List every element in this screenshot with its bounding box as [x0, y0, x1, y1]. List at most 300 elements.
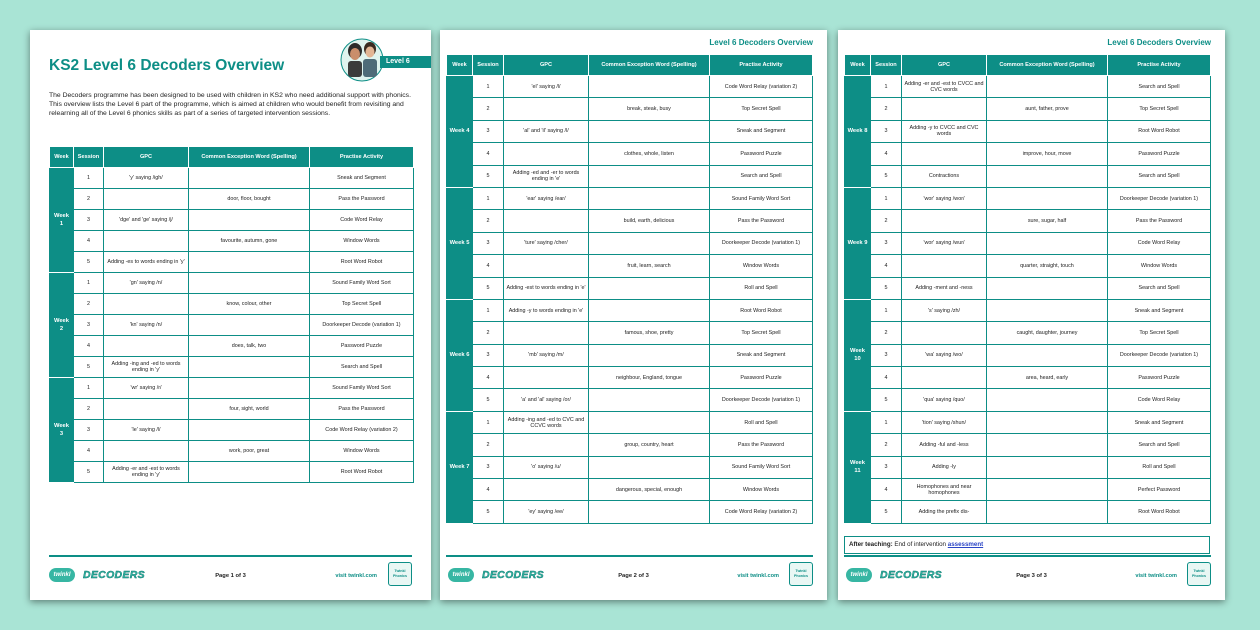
exception-word-cell [589, 165, 710, 187]
table-row [845, 299, 1211, 321]
session-cell: 3 [473, 344, 504, 366]
exception-word-cell: improve, hour, move [987, 143, 1108, 165]
session-cell: 4 [871, 479, 902, 501]
exception-word-cell [987, 456, 1108, 478]
activity-cell: Code Word Relay [310, 210, 414, 231]
gpc-cell [104, 441, 189, 462]
table-row [50, 315, 414, 336]
gpc-cell: 'le' saying /l/ [104, 420, 189, 441]
table-row [447, 299, 813, 321]
activity-cell: Window Words [710, 255, 813, 277]
exception-word-cell [589, 501, 710, 523]
column-header: GPC [104, 147, 189, 168]
activity-cell: Top Secret Spell [1108, 98, 1211, 120]
gpc-cell: Adding -est to words ending in 'e' [504, 277, 589, 299]
activity-cell: Search and Spell [310, 357, 414, 378]
exception-word-cell: sure, sugar, half [987, 210, 1108, 232]
document-page-2 [440, 30, 827, 600]
activity-cell: Password Puzzle [1108, 367, 1211, 389]
activity-cell: Sneak and Segment [1108, 411, 1211, 433]
activity-cell: Sneak and Segment [1108, 299, 1211, 321]
activity-cell: Search and Spell [1108, 76, 1211, 98]
assessment-link[interactable]: assessment [947, 541, 984, 548]
column-header: Common Exception Word (Spelling) [987, 55, 1108, 76]
session-cell: 2 [74, 189, 104, 210]
activity-cell: Password Puzzle [710, 143, 813, 165]
gpc-cell: 'wa' saying /wo/ [902, 344, 987, 366]
gpc-cell [104, 399, 189, 420]
intro-paragraph: The Decoders programme has been designed to be used with children in KS2 who need additional support with phonics. This overview lists the Level 6 part of the programme, which is aimed at children who would benefit from revisiting and relearning all of the Level 6 phonics skills as part of a series of targeted intervention sessions. [49, 92, 411, 117]
session-cell: 3 [473, 456, 504, 478]
exception-word-cell [987, 299, 1108, 321]
gpc-cell: 'al' and 'il' saying /l/ [504, 120, 589, 142]
activity-cell: Sound Family Word Sort [310, 273, 414, 294]
exception-word-cell [589, 187, 710, 209]
table-row [447, 434, 813, 456]
overview-table-page-1 [49, 146, 414, 483]
exception-word-cell [987, 120, 1108, 142]
column-header: Session [473, 55, 504, 76]
gpc-cell [104, 189, 189, 210]
session-cell: 3 [74, 315, 104, 336]
week-label: Week 9 [845, 187, 871, 299]
session-cell: 4 [473, 255, 504, 277]
activity-cell: Root Word Robot [710, 299, 813, 321]
column-header: Session [74, 147, 104, 168]
column-header: Common Exception Word (Spelling) [189, 147, 310, 168]
activity-cell: Perfect Password [1108, 479, 1211, 501]
gpc-cell: 'qua' saying /quo/ [902, 389, 987, 411]
week-label: Week 11 [845, 411, 871, 523]
exception-word-cell: work, poor, great [189, 441, 310, 462]
exception-word-cell [189, 273, 310, 294]
activity-cell: Doorkeeper Decode (variation 1) [1108, 344, 1211, 366]
activity-cell: Pass the Password [310, 399, 414, 420]
table-header-row [447, 55, 813, 76]
activity-cell: Top Secret Spell [710, 322, 813, 344]
page-footer [440, 555, 827, 600]
exception-word-cell [189, 378, 310, 399]
after-teaching-text: End of intervention [894, 541, 947, 548]
table-row [447, 210, 813, 232]
activity-cell: Root Word Robot [1108, 120, 1211, 142]
session-cell: 5 [871, 501, 902, 523]
gpc-cell: Adding -er and -est to words ending in 'y' [104, 462, 189, 483]
week-label: Week 1 [50, 168, 74, 273]
session-cell: 4 [473, 143, 504, 165]
column-header: GPC [504, 55, 589, 76]
document-page-3 [838, 30, 1225, 600]
activity-cell: Doorkeeper Decode (variation 1) [1108, 187, 1211, 209]
table-row [447, 76, 813, 98]
exception-word-cell: dangerous, special, enough [589, 479, 710, 501]
activity-cell: Sneak and Segment [710, 344, 813, 366]
activity-cell: Top Secret Spell [710, 98, 813, 120]
session-cell: 5 [74, 357, 104, 378]
week-label: Week 8 [845, 76, 871, 188]
table-row [50, 441, 414, 462]
session-cell: 2 [74, 294, 104, 315]
activity-cell: Top Secret Spell [310, 294, 414, 315]
gpc-cell: Adding -ly [902, 456, 987, 478]
page-number: Page 3 of 3 [1016, 573, 1047, 579]
table-row [447, 322, 813, 344]
exception-word-cell [987, 479, 1108, 501]
week-label: Week 7 [447, 411, 473, 523]
exception-word-cell [189, 357, 310, 378]
column-header: Practise Activity [710, 55, 813, 76]
table-row [447, 232, 813, 254]
activity-cell: Window Words [710, 479, 813, 501]
table-row [447, 501, 813, 523]
exception-word-cell [987, 165, 1108, 187]
exception-word-cell [589, 277, 710, 299]
exception-word-cell: neighbour, England, tongue [589, 367, 710, 389]
gpc-cell: 'ey' saying /ee/ [504, 501, 589, 523]
column-header: Practise Activity [1108, 55, 1211, 76]
activity-cell: Sneak and Segment [310, 168, 414, 189]
gpc-cell [504, 367, 589, 389]
after-teaching-note [844, 536, 1210, 554]
exception-word-cell [189, 420, 310, 441]
table-row [50, 189, 414, 210]
activity-cell: Top Secret Spell [1108, 322, 1211, 344]
activity-cell: Doorkeeper Decode (variation 1) [710, 389, 813, 411]
table-row [845, 143, 1211, 165]
column-header: Practise Activity [310, 147, 414, 168]
gpc-cell: Adding -ing and -ed to words ending in 'y' [104, 357, 189, 378]
session-cell: 3 [871, 344, 902, 366]
exception-word-cell: caught, daughter, journey [987, 322, 1108, 344]
session-cell: 1 [473, 187, 504, 209]
exception-word-cell [589, 344, 710, 366]
activity-cell: Code Word Relay (variation 2) [310, 420, 414, 441]
table-row [50, 210, 414, 231]
session-cell: 2 [473, 322, 504, 344]
table-header-row [50, 147, 414, 168]
session-cell: 2 [74, 399, 104, 420]
activity-cell: Doorkeeper Decode (variation 1) [710, 232, 813, 254]
gpc-cell: 's' saying /zh/ [902, 299, 987, 321]
activity-cell: Window Words [310, 231, 414, 252]
exception-word-cell [987, 501, 1108, 523]
table-row [447, 479, 813, 501]
table-row [50, 399, 414, 420]
table-row [845, 210, 1211, 232]
session-cell: 5 [473, 389, 504, 411]
session-cell: 5 [473, 277, 504, 299]
table-row [50, 420, 414, 441]
gpc-cell: Adding -ing and -ed to CVC and CCVC words [504, 411, 589, 433]
session-cell: 4 [871, 255, 902, 277]
exception-word-cell: build, earth, delicious [589, 210, 710, 232]
gpc-cell: Adding -y to words ending in 'e' [504, 299, 589, 321]
exception-word-cell [189, 210, 310, 231]
gpc-cell [504, 98, 589, 120]
exception-word-cell: break, steak, busy [589, 98, 710, 120]
activity-cell: Roll and Spell [710, 277, 813, 299]
exception-word-cell: favourite, autumn, gone [189, 231, 310, 252]
week-label: Week 5 [447, 187, 473, 299]
session-cell: 5 [74, 462, 104, 483]
table-row [845, 255, 1211, 277]
gpc-cell: Contractions [902, 165, 987, 187]
activity-cell: Doorkeeper Decode (variation 1) [310, 315, 414, 336]
table-row [845, 501, 1211, 523]
table-row [447, 367, 813, 389]
exception-word-cell [987, 277, 1108, 299]
session-cell: 4 [473, 367, 504, 389]
session-cell: 3 [74, 210, 104, 231]
table-row [50, 462, 414, 483]
session-cell: 4 [871, 143, 902, 165]
column-header: Common Exception Word (Spelling) [589, 55, 710, 76]
activity-cell: Roll and Spell [1108, 456, 1211, 478]
gpc-cell: Adding -es to words ending in 'y' [104, 252, 189, 273]
session-cell: 4 [473, 479, 504, 501]
gpc-cell: 'kn' saying /n/ [104, 315, 189, 336]
twinkl-logo: twinkl [448, 568, 474, 582]
table-row [447, 98, 813, 120]
visit-link[interactable]: visit twinkl.com [335, 573, 377, 579]
table-row [447, 456, 813, 478]
activity-cell: Pass the Password [1108, 210, 1211, 232]
gpc-cell: Adding the prefix dis- [902, 501, 987, 523]
activity-cell: Root Word Robot [310, 252, 414, 273]
activity-cell: Pass the Password [310, 189, 414, 210]
session-cell: 2 [871, 434, 902, 456]
session-cell: 4 [871, 367, 902, 389]
activity-cell: Roll and Spell [710, 411, 813, 433]
table-row [845, 411, 1211, 433]
table-row [50, 378, 414, 399]
session-cell: 2 [473, 210, 504, 232]
table-row [50, 273, 414, 294]
table-row [447, 411, 813, 433]
column-header: Week [447, 55, 473, 76]
page-number: Page 1 of 3 [215, 573, 246, 579]
table-row [845, 187, 1211, 209]
gpc-cell: Adding -ful and -less [902, 434, 987, 456]
exception-word-cell: aunt, father, prove [987, 98, 1108, 120]
gpc-cell [902, 322, 987, 344]
decoders-characters-image [340, 34, 385, 82]
table-row [447, 120, 813, 142]
session-cell: 3 [871, 456, 902, 478]
activity-cell: Pass the Password [710, 210, 813, 232]
gpc-cell [902, 143, 987, 165]
gpc-cell: 'el' saying /l/ [504, 76, 589, 98]
table-row [845, 232, 1211, 254]
after-teaching-label: After teaching: [849, 541, 893, 548]
exception-word-cell [589, 120, 710, 142]
table-row [50, 168, 414, 189]
exception-word-cell [987, 434, 1108, 456]
session-cell: 2 [473, 98, 504, 120]
exception-word-cell: fruit, learn, search [589, 255, 710, 277]
column-header: Session [871, 55, 902, 76]
exception-word-cell [987, 76, 1108, 98]
gpc-cell [504, 322, 589, 344]
gpc-cell: 'wor' saying /wor/ [902, 187, 987, 209]
exception-word-cell: clothes, whole, listen [589, 143, 710, 165]
exception-word-cell [589, 411, 710, 433]
week-label: Week 6 [447, 299, 473, 411]
gpc-cell: 'mb' saying /m/ [504, 344, 589, 366]
phonics-badge-icon: Twinkl Phonics [388, 562, 412, 586]
table-row [845, 456, 1211, 478]
gpc-cell [504, 434, 589, 456]
session-cell: 5 [871, 165, 902, 187]
session-cell: 1 [473, 299, 504, 321]
twinkl-logo: twinkl [49, 568, 75, 582]
session-cell: 1 [871, 299, 902, 321]
gpc-cell [504, 479, 589, 501]
activity-cell: Root Word Robot [1108, 501, 1211, 523]
gpc-cell [902, 367, 987, 389]
table-row [845, 434, 1211, 456]
activity-cell: Code Word Relay [1108, 389, 1211, 411]
activity-cell: Code Word Relay (variation 2) [710, 501, 813, 523]
activity-cell: Search and Spell [710, 165, 813, 187]
exception-word-cell: area, heard, early [987, 367, 1108, 389]
gpc-cell: Homophones and near homophones [902, 479, 987, 501]
session-cell: 1 [74, 378, 104, 399]
exception-word-cell [987, 187, 1108, 209]
session-cell: 4 [74, 441, 104, 462]
session-cell: 2 [473, 434, 504, 456]
gpc-cell: 'a' and 'al' saying /or/ [504, 389, 589, 411]
gpc-cell [104, 294, 189, 315]
activity-cell: Search and Spell [1108, 165, 1211, 187]
decoders-logo: DECODERS [83, 569, 145, 581]
activity-cell: Sneak and Segment [710, 120, 813, 142]
gpc-cell [504, 210, 589, 232]
page-footer [838, 555, 1225, 600]
table-row [447, 143, 813, 165]
exception-word-cell: does, talk, two [189, 336, 310, 357]
session-cell: 1 [74, 168, 104, 189]
activity-cell: Pass the Password [710, 434, 813, 456]
gpc-cell: 'o' saying /u/ [504, 456, 589, 478]
exception-word-cell [987, 389, 1108, 411]
table-header-row [845, 55, 1211, 76]
table-row [50, 357, 414, 378]
exception-word-cell [987, 232, 1108, 254]
activity-cell: Search and Spell [1108, 277, 1211, 299]
twinkl-logo: twinkl [846, 568, 872, 582]
session-cell: 3 [74, 420, 104, 441]
activity-cell: Password Puzzle [310, 336, 414, 357]
table-row [50, 294, 414, 315]
gpc-cell: Adding -y to CVCC and CVC words [902, 120, 987, 142]
table-row [447, 277, 813, 299]
table-row [447, 389, 813, 411]
table-row [447, 344, 813, 366]
activity-cell: Sound Family Word Sort [710, 456, 813, 478]
activity-cell: Root Word Robot [310, 462, 414, 483]
exception-word-cell: door, floor, bought [189, 189, 310, 210]
gpc-cell [504, 143, 589, 165]
document-page-1 [30, 30, 431, 600]
session-cell: 5 [74, 252, 104, 273]
decoders-logo: DECODERS [880, 569, 942, 581]
gpc-cell [902, 255, 987, 277]
session-cell: 3 [473, 120, 504, 142]
exception-word-cell [589, 76, 710, 98]
session-cell: 1 [871, 411, 902, 433]
exception-word-cell [589, 389, 710, 411]
activity-cell: Code Word Relay [1108, 232, 1211, 254]
table-row [845, 98, 1211, 120]
page-number: Page 2 of 3 [618, 573, 649, 579]
exception-word-cell [987, 344, 1108, 366]
exception-word-cell: quarter, straight, touch [987, 255, 1108, 277]
gpc-cell [104, 336, 189, 357]
session-cell: 1 [871, 187, 902, 209]
exception-word-cell [189, 168, 310, 189]
exception-word-cell [189, 462, 310, 483]
session-cell: 2 [871, 322, 902, 344]
exception-word-cell [189, 315, 310, 336]
table-row [845, 367, 1211, 389]
session-cell: 2 [871, 210, 902, 232]
gpc-cell: 'ture' saying /cher/ [504, 232, 589, 254]
week-label: Week 4 [447, 76, 473, 188]
week-label: Week 3 [50, 378, 74, 483]
session-cell: 1 [473, 411, 504, 433]
week-label: Week 2 [50, 273, 74, 378]
table-row [845, 120, 1211, 142]
activity-cell: Window Words [310, 441, 414, 462]
gpc-cell: 'y' saying /igh/ [104, 168, 189, 189]
table-row [447, 165, 813, 187]
exception-word-cell: four, sight, world [189, 399, 310, 420]
session-cell: 4 [74, 336, 104, 357]
activity-cell: Sound Family Word Sort [310, 378, 414, 399]
week-label: Week 10 [845, 299, 871, 411]
session-cell: 5 [871, 277, 902, 299]
gpc-cell: 'tion' saying /shun/ [902, 411, 987, 433]
session-cell: 1 [871, 76, 902, 98]
column-header: GPC [902, 55, 987, 76]
exception-word-cell: famous, shoe, pretty [589, 322, 710, 344]
table-row [845, 479, 1211, 501]
exception-word-cell [987, 411, 1108, 433]
activity-cell: Search and Spell [1108, 434, 1211, 456]
session-cell: 2 [871, 98, 902, 120]
level-tab: Level 6 [380, 56, 431, 68]
visit-link[interactable]: visit twinkl.com [737, 573, 779, 579]
phonics-badge-icon: Twinkl Phonics [1187, 562, 1211, 586]
gpc-cell: 'dge' and 'ge' saying /j/ [104, 210, 189, 231]
header-title: Level 6 Decoders Overview [709, 38, 813, 47]
session-cell: 5 [871, 389, 902, 411]
activity-cell: Password Puzzle [710, 367, 813, 389]
column-header: Week [845, 55, 871, 76]
session-cell: 1 [473, 76, 504, 98]
visit-link[interactable]: visit twinkl.com [1135, 573, 1177, 579]
table-row [845, 344, 1211, 366]
page-title: KS2 Level 6 Decoders Overview [49, 57, 285, 74]
table-row [845, 389, 1211, 411]
gpc-cell: 'wr' saying /r/ [104, 378, 189, 399]
gpc-cell: 'ear' saying /ear/ [504, 187, 589, 209]
activity-cell: Password Puzzle [1108, 143, 1211, 165]
exception-word-cell [589, 456, 710, 478]
header-title: Level 6 Decoders Overview [1107, 38, 1211, 47]
gpc-cell [902, 98, 987, 120]
